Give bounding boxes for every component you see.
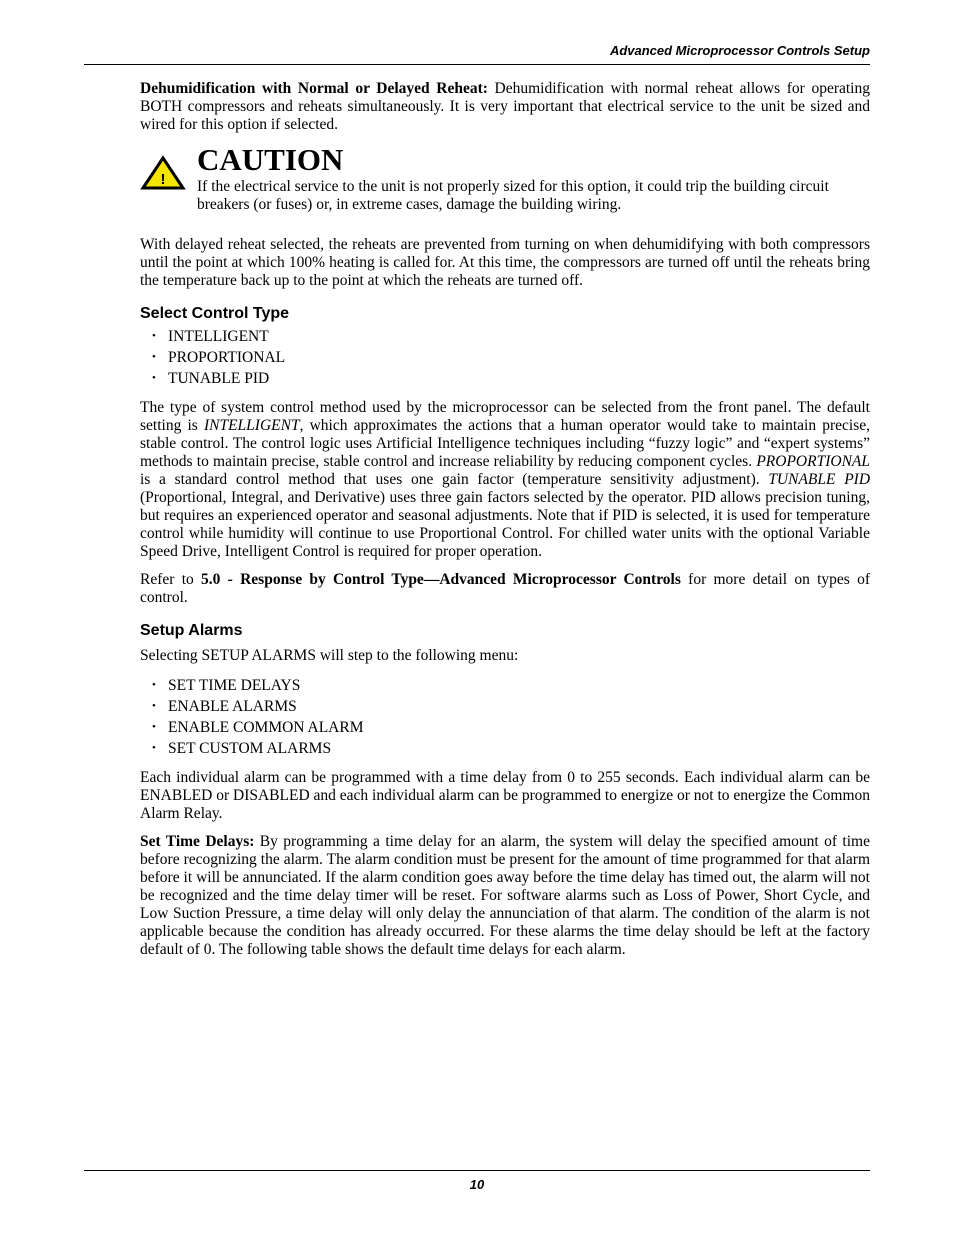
alarm-programming-paragraph: Each individual alarm can be programmed with a time delay from 0 to 255 seconds. Each individual alarm can be ENABLED or DISABLED and each individual alarm can be programmed to energize or not to energize the Common Alarm Relay. bbox=[140, 769, 870, 822]
setup-alarms-heading: Setup Alarms bbox=[140, 622, 243, 639]
time-delays-lead: Set Time Delays: bbox=[140, 833, 255, 850]
text-run: (Proportional, Integral, and Derivative) uses three gain factors selected by the operator. PID allows precision tuning, but requires an experienced operator and seasonal adjustments. Note that if PID is selected, it is used for temperature control while humidity will continue to use Proportional Control. For chilled water units with the optional Variable Speed Drive, Intelligent Control is required for proper operation. bbox=[140, 489, 870, 560]
list-item: • ENABLE ALARMS bbox=[140, 696, 870, 717]
running-header: Advanced Microprocessor Controls Setup bbox=[609, 43, 870, 58]
refer-paragraph bbox=[140, 571, 870, 607]
warning-mark: ! bbox=[160, 171, 166, 188]
caution-box bbox=[140, 144, 870, 214]
delayed-reheat-paragraph: With delayed reheat selected, the reheats are prevented from turning on when dehumidifying with both compressors until the point at which 100% heating is called for. At this time, the compressors are turned off until the reheats bring the temperature back up to the point at which the reheats are turned off. bbox=[140, 236, 870, 289]
emphasis-tunable-pid: TUNABLE PID bbox=[768, 471, 871, 488]
control-type-heading: Select Control Type bbox=[140, 305, 290, 322]
list-item: • SET TIME DELAYS bbox=[140, 675, 870, 696]
control-type-list bbox=[140, 326, 870, 389]
dehum-text: Dehumidification with normal reheat allows for operating BOTH compressors and reheats simultaneously. It is very important that electrical service to the unit be sized and wired for this option if selected. bbox=[140, 80, 870, 133]
text-run: Refer to bbox=[140, 571, 202, 588]
page-content bbox=[140, 80, 870, 969]
dehum-paragraph bbox=[140, 80, 870, 134]
list-item: • ENABLE COMMON ALARM bbox=[140, 717, 870, 738]
list-item: • INTELLIGENT bbox=[140, 326, 870, 347]
setup-alarms-list bbox=[140, 675, 870, 759]
text-run: , which approximates the actions that a human operator would take to maintain precise, stable control. The control logic uses Artificial Intelligence techniques including “fuzzy logic” and “expert systems” methods to maintain precise, stable control and increase reliability by reducing component cycles. bbox=[140, 417, 871, 470]
page-number: 10 bbox=[469, 1177, 485, 1192]
list-item: • PROPORTIONAL bbox=[140, 347, 870, 368]
emphasis-proportional: PROPORTIONAL bbox=[756, 453, 870, 470]
list-item: • SET CUSTOM ALARMS bbox=[140, 738, 870, 759]
time-delays-paragraph bbox=[140, 833, 870, 959]
text-run: The type of system control method used by the microprocessor can be selected from the front panel. The default setting is bbox=[140, 399, 870, 434]
header-rule bbox=[84, 64, 870, 65]
control-type-paragraph bbox=[140, 399, 870, 561]
warning-triangle-icon bbox=[140, 155, 186, 191]
footer-rule bbox=[84, 1170, 870, 1171]
text-run: for more detail on types of control. bbox=[140, 571, 870, 606]
caution-text: If the electrical service to the unit is not properly sized for this option, it could trip the building circuit breakers (or fuses) or, in extreme cases, damage the building wiring. bbox=[197, 178, 829, 213]
text-run: is a standard control method that uses one gain factor (temperature sensitivity adjustment). bbox=[140, 471, 769, 488]
list-item: • TUNABLE PID bbox=[140, 368, 870, 389]
dehum-lead: Dehumidification with Normal or Delayed Reheat: bbox=[140, 80, 488, 97]
caution-title: CAUTION bbox=[197, 142, 344, 177]
text-run: By programming a time delay for an alarm, the system will delay the specified amount of time before recognizing the alarm. The alarm condition must be present for the amount of time programmed for that alarm before it will be annunciated. If the alarm condition goes away before the time delay has timed out, the alarm will not be recognized and the time delay timer will be reset. For software alarms such as Loss of Power, Short Cycle, and Low Suction Pressure, a time delay will only delay the annunciation of that alarm. The condition of the alarm is not applicable because the condition has already occurred. For these alarms the time delay should be left at the factory default of 0. The following table shows the default time delays for each alarm. bbox=[140, 833, 870, 958]
emphasis-intelligent: INTELLIGENT bbox=[203, 417, 300, 434]
setup-alarms-intro: Selecting SETUP ALARMS will step to the following menu: bbox=[140, 647, 519, 664]
cross-reference: 5.0 - Response by Control Type—Advanced Microprocessor Controls bbox=[201, 571, 681, 588]
